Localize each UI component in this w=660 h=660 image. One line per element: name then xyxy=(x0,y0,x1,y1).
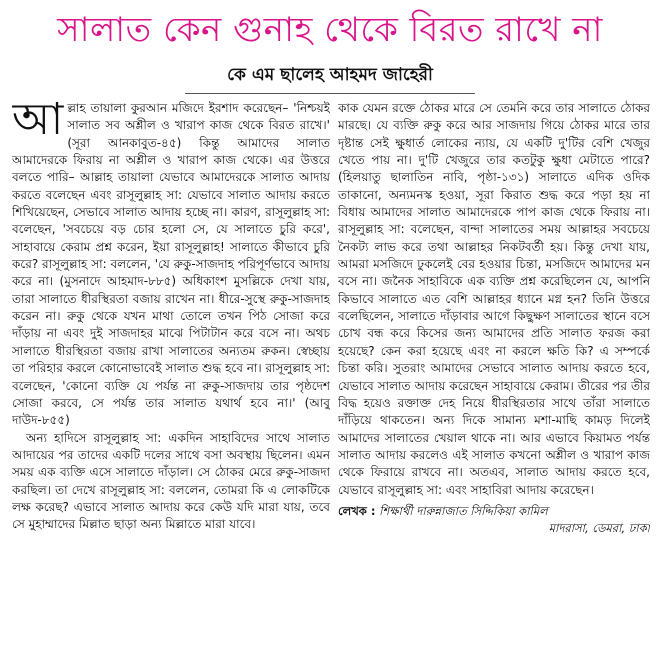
article-column-right xyxy=(338,100,650,656)
author-credit xyxy=(338,503,650,537)
article-paragraph: অন্য হাদিসে রাসূলুল্লাহ সা: একদিন সাহাবিদের সাথে সালাত আদায়ের পর তাদের একটি দলের সাথে বসা অবস্থায় ছিলেন। এমন সময় এক ব্যক্তি এসে সালাতে দাঁড়াল। সে ঠোকর মেরে রুকু-সাজদা করছিল। তা দেখে রাসূলুল্লাহ সা: বললেন, তোমরা কি এ লোকটিকে লক্ষ করেছ? এভাবে সালাত আদায় করে কেউ যদি মারা যায়, তবে সে মুহাম্মাদের মিল্লাত ছাড়া অন্য মিল্লাতে মারা যাবে। xyxy=(12,430,330,532)
credit-institution: শিক্ষার্থী দারুন্নাজাত সিদ্দিকিয়া কামিল xyxy=(379,503,548,518)
article-headline: সালাত কেন গুনাহ থেকে বিরত রাখে না xyxy=(57,10,603,50)
credit-line-2: মাদরাসা, ডেমরা, ঢাকা xyxy=(548,520,650,535)
article-column-left xyxy=(12,100,330,656)
byline-divider xyxy=(185,93,475,94)
article-paragraph xyxy=(12,100,330,430)
author-byline: কে এম ছালেহ আহমদ জাহেরী xyxy=(227,65,433,85)
article-paragraph: কাক যেমন রক্তে ঠোকর মারে সে তেমনি করে তার সালাতে ঠোকর মারছে। যে ব্যক্তি রুকু করে আর সাজদায় গিয়ে ঠোকর মারে তার দৃষ্টান্ত সেই ক্ষুধার্ত লোকের ন্যায়, যে একটি দু'টির বেশি খেজুর খেতে পায় না। দু'টি খেজুরে তার কতটুকু ক্ষুধা মেটাতে পারে? (হিলয়াতু ছালাতিন নাবি, পৃষ্ঠা-১৩১) সালাতে এদিক ওদিক তাকানো, অন্যমনস্ক হওয়া, সূরা কিরাত শুদ্ধ করে পড়া হয় না বিধায় আমাদের সালাত আমাদেরকে পাপ কাজ থেকে ফিরায় না। রাসূলুল্লাহ সা: বলেছেন, বান্দা সালাতের সময় আল্লাহর সবচেয়ে নৈকট্য লাভ করে তথা আল্লাহর নিকটবর্তী হয়। কিন্তু দেখা যায়, আমরা মসজিদে ঢুকলেই বের হওয়ার চিন্তা, মসজিদে আমাদের মন বসে না। জনৈক সাহাবিকে এক ব্যক্তি প্রশ্ন করেছিলেন যে, আপনি কিভাবে সালাতে এত বেশি আল্লাহর ধ্যানে মগ্ন হন? তিনি উত্তরে বলেছিলেন, সালাতে দাঁড়াবার আগে কিছুক্ষণ সালাতের স্থানে বসে চোখ বন্ধ করে কিসের জন্য আমাদের প্রতি সালাত ফরজ করা হয়েছে? কেন করা হয়েছে এবং না করলে ক্ষতি কি? এ সম্পর্কে চিন্তা করি। সুতরাং আমাদের সেভাবে সালাত আদায় করতে হবে, যেভাবে সালাত আদায় করেছেন সাহাবায়ে কেরাম। তীরের পর তীর বিদ্ধ হয়েও রক্তাক্ত দেহ নিয়ে ধীরস্থিরতার সাথে তাঁরা সালাতে দাঁড়িয়ে থাকতেন। অন্য দিকে সামান্য মশা-মাছি কামড় দিলেই আমাদের সালাতের খেয়াল থাকে না। আর এভাবে কিয়ামত পর্যন্ত সালাত আদায় করলেও এই সালাত কখনো অশ্লীল ও খারাপ কাজ থেকে ফিরায়ে রাখবে না। অতএব, সালাত আদায় করতে হবে, যেভাবে রাসূলুল্লাহ সা: এবং সাহাবিরা আদায় করেছেন। xyxy=(338,101,650,497)
credit-line-1 xyxy=(338,503,650,520)
credit-label: লেখক : xyxy=(338,503,376,518)
drop-cap: আ xyxy=(12,100,64,145)
paragraph-text: ল্লাহ তায়ালা কুরআন মজিদে ইরশাদ করেছেন– 'নিশ্চয়ই সালাত সব অশ্লীল ও খারাপ কাজ থেকে বিরত রাখে।' (সূরা আনকাবুত-৪৫) কিন্তু আমাদের সালাত আমাদেরকে ফিরায় না অশ্লীল ও খারাপ কাজ থেকে। এর উত্তরে বলতে পারি– আল্লাহ তায়ালা যেভাবে আমাদেরকে সালাত আদায় করতে বলেছেন এবং রাসূলুল্লাহ সা: যেভাবে সালাত আদায় করতে শিখিয়েছেন, সেভাবে সালাত আদায় হচ্ছে না। কারণ, রাসূলুল্লাহ সা: বলেছেন, 'সবচেয়ে বড় চোর হলো সে, যে সালাতে চুরি করে', সাহাবায়ে কেরাম প্রশ্ন করেন, ইয়া রাসূলুল্লাহ! সালাতে কীভাবে চুরি করে? রাসূলুল্লাহ সা: বললেন, 'যে রুকু-সাজদাহ পরিপূর্ণভাবে আদায় করে না। (মুসনাদে আহমাদ-৮৮৫) অধিকাংশ মুসল্লিকে দেখা যায়, তারা সালাতে ধীরস্থিরতা বজায় রাখেন না। ধীরে-সুস্থে রুকু-সাজদাহ করেন না। রুকু থেকে যখন মাথা তোলে তখন পিঠ সোজা করে দাঁড়ায় না এবং দুই সাজদাহর মাঝে পিটাটান করে বসে না। অথচ সালাতে ধীরস্থিরতা বজায় রাখা সালাতের অন্যতম রুকন। স্বেচ্ছায় তা পরিহার করলে কোনোভাবেই সালাত শুদ্ধ হবে না। রাসূলুল্লাহ সা: বলেছেন, 'কোনো ব্যক্তি যে পর্যন্ত না রুকু-সাজদায় তার পৃষ্ঠদেশ সোজা করবে, সে পর্যন্ত তার সালাত যথার্থ হবে না।' (আবু দাউদ-৮৫৫) xyxy=(12,101,330,428)
